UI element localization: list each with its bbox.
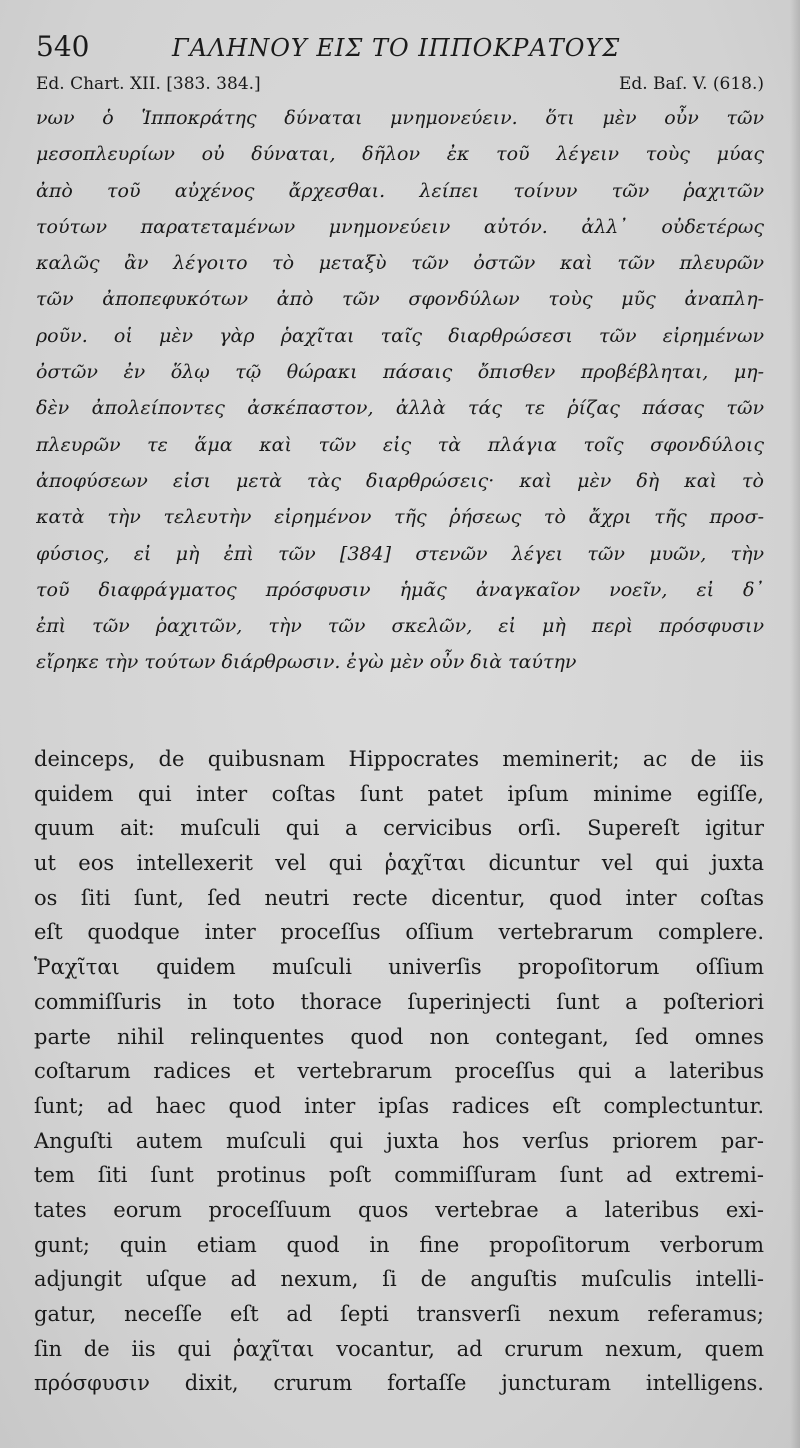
greek-text-block xyxy=(36,100,764,681)
latin-text-line: gunt; quin etiam quod in fine propoſitorum verborum xyxy=(34,1232,764,1257)
latin-text-line: parte nihil relinquentes quod non contegant, ſed omnes xyxy=(34,1024,764,1049)
edition-chartier-reference: Ed. Chart. XII. [383. 384.] xyxy=(36,74,261,94)
running-head xyxy=(36,30,764,70)
page-number: 540 xyxy=(36,30,90,63)
greek-text-line: μεσοπλευρίων οὐ δύναται, δῆλον ἐκ τοῦ λέγειν τοὺς μύας xyxy=(36,143,764,166)
greek-text-line: καλῶς ἂν λέγοιτο τὸ μεταξὺ τῶν ὀστῶν καὶ τῶν πλευρῶν xyxy=(36,252,764,275)
latin-text-line: tem ſiti ſunt protinus poſt commiſſuram ſunt ad extremi- xyxy=(34,1163,764,1188)
latin-text-line: eſt quodque inter proceſſus oſſium vertebrarum complere. xyxy=(34,920,764,945)
latin-translation-block xyxy=(34,742,764,1401)
latin-text-line: ut eos intellexerit vel qui ῥαχῖται dicuntur vel qui juxta xyxy=(34,851,764,876)
latin-text-line: ſin de iis qui ῥαχῖται vocantur, ad crurum nexum, quem xyxy=(34,1336,764,1361)
greek-text-line: φύσιος, εἰ μὴ ἐπὶ τῶν [384] στενῶν λέγει τῶν μυῶν, τὴν xyxy=(36,542,764,565)
greek-text-line: ἐπὶ τῶν ῥαχιτῶν, τὴν τῶν σκελῶν, εἰ μὴ περὶ πρόσφυσιν xyxy=(36,615,764,638)
greek-text-line: κατὰ τὴν τελευτὴν εἰρημένον τῆς ῥήσεως τὸ ἄχρι τῆς προσ- xyxy=(36,506,764,529)
greek-text-line: νων ὁ Ἱπποκράτης δύναται μνημονεύειν. ὅτι μὲν οὖν τῶν xyxy=(36,107,764,129)
greek-text-line: τοῦ διαφράγματος πρόσφυσιν ἡμᾶς ἀναγκαῖον νοεῖν, εἰ δ᾽ xyxy=(36,578,764,601)
greek-text-line: τῶν ἀποπεφυκότων ἀπὸ τῶν σφονδύλων τοὺς μῦς ἀναπλη- xyxy=(36,288,764,311)
greek-text-line: τούτων παρατεταμένων μνημονεύειν αὐτόν. ἀλλ᾽ οὐδετέρως xyxy=(36,215,764,238)
latin-text-line: adjungit uſque ad nexum, ſi de anguſtis muſculis intelli- xyxy=(34,1267,764,1292)
greek-text-line: ροῦν. οἱ μὲν γὰρ ῥαχῖται ταῖς διαρθρώσεσι τῶν εἰρημένων xyxy=(36,324,764,347)
latin-text-line: quidem qui inter coſtas ſunt patet ipſum minime egiſſe, xyxy=(34,781,764,806)
latin-text-line: gatur, neceſſe eſt ad ſepti transverſi nexum referamus; xyxy=(34,1302,764,1326)
latin-text-line: Anguſti autem muſculi qui juxta hos verſus priorem par- xyxy=(34,1128,764,1153)
latin-text-line: commiſſuris in toto thorace ſuperinjecti ſunt a poſteriori xyxy=(34,989,764,1014)
latin-text-line: tates eorum proceſſuum quos vertebrae a lateribus exi- xyxy=(34,1197,764,1222)
latin-text-line: Ῥαχῖται quidem muſculi univerſis propoſitorum oſſium xyxy=(34,955,764,980)
greek-text-line: δὲν ἀπολείποντες ἀσκέπαστον, ἀλλὰ τάς τε ῥίζας πάσας τῶν xyxy=(36,397,764,420)
edition-reference-line xyxy=(36,74,764,100)
edition-basel-reference: Ed. Baſ. V. (618.) xyxy=(618,74,764,94)
latin-text-line: πρόσφυσιν dixit, crurum fortaſſe juncturam intelligens. xyxy=(34,1371,764,1396)
greek-text-line: πλευρῶν τε ἅμα καὶ τῶν εἰς τὰ πλάγια τοῖς σφονδύλοις xyxy=(36,433,764,456)
latin-text-line: deinceps, de quibusnam Hippocrates meminerit; ac de iis xyxy=(34,747,764,771)
greek-text-line: ὀστῶν ἐν ὅλῳ τῷ θώρακι πάσαις ὄπισθεν προβέβληται, μη- xyxy=(36,361,764,384)
latin-text-line: quum ait: muſculi qui a cervicibus orſi. Supereſt igitur xyxy=(34,816,764,841)
greek-text-line: εἴρηκε τὴν τούτων διάρθρωσιν. ἐγὼ μὲν οὖν διὰ ταύτην xyxy=(36,651,577,674)
latin-text-line: coſtarum radices et vertebrarum proceſſus qui a lateribus xyxy=(34,1059,764,1084)
greek-text-line: ἀπὸ τοῦ αὐχένος ἄρχεσθαι. λείπει τοίνυν τῶν ῥαχιτῶν xyxy=(36,179,764,202)
latin-text-line: ſunt; ad haec quod inter ipſas radices eſt complectuntur. xyxy=(34,1093,764,1118)
latin-text-line: os ſiti ſunt, ſed neutri recte dicentur, quod inter coſtas xyxy=(34,885,764,910)
greek-text-line: ἀποφύσεων εἰσι μετὰ τὰς διαρθρώσεις· καὶ μὲν δὴ καὶ τὸ xyxy=(36,469,764,492)
page-title: ΓΑΛΗΝΟΥ ΕΙΣ ΤΟ ΙΠΠΟΚΡΑΤΟΥΣ xyxy=(172,34,621,62)
